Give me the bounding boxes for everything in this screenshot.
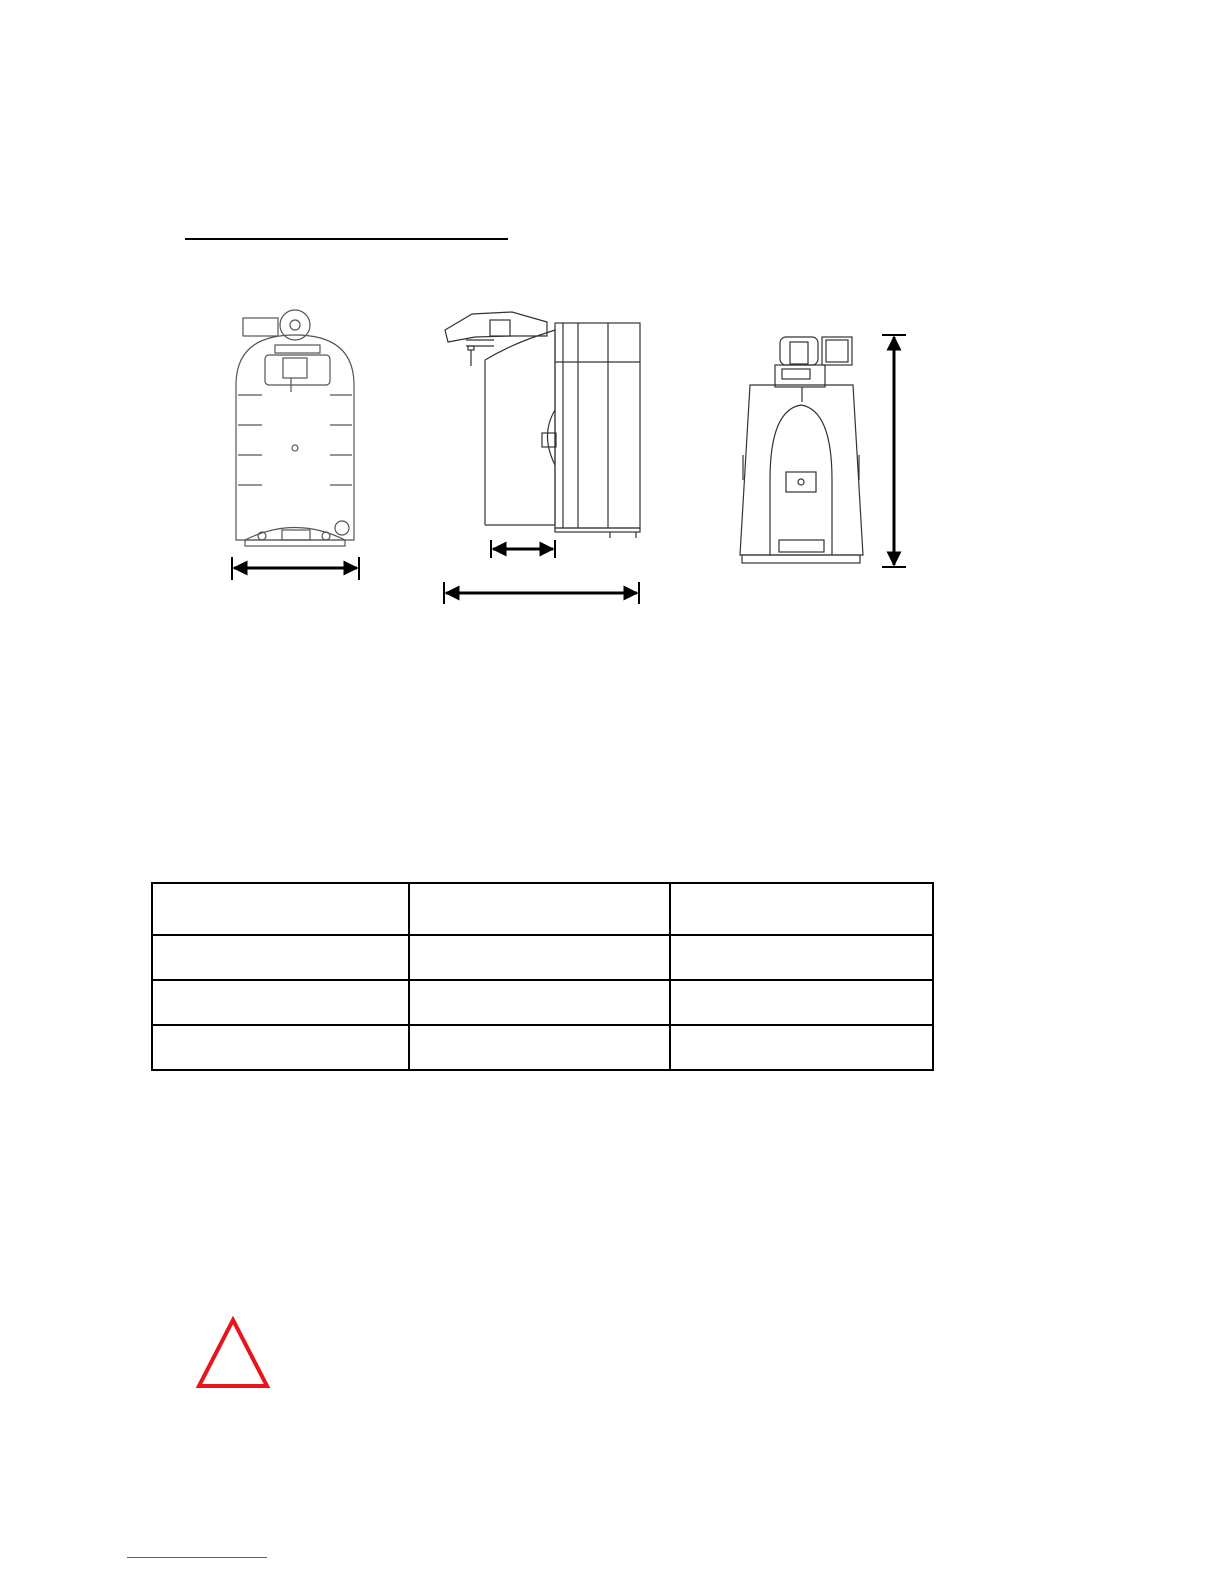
table-cell — [670, 935, 933, 980]
table-cell — [670, 1025, 933, 1070]
header-cell — [670, 883, 933, 935]
header-cell — [409, 883, 670, 935]
dimensions-table — [151, 882, 934, 1071]
table-cell — [152, 980, 409, 1025]
table-cell — [409, 980, 670, 1025]
front-view-drawing — [740, 337, 863, 563]
table-row — [152, 1025, 933, 1070]
warning-triangle-icon — [199, 1320, 267, 1386]
side-view-drawing — [445, 312, 640, 538]
table-row — [152, 980, 933, 1025]
table-row — [152, 935, 933, 980]
table-cell — [409, 935, 670, 980]
footnote-link-underline[interactable] — [127, 1557, 267, 1558]
table-header-row — [152, 883, 933, 935]
table-cell — [670, 980, 933, 1025]
table-cell — [409, 1025, 670, 1070]
header-cell — [152, 883, 409, 935]
rear-view-drawing — [236, 310, 354, 546]
dimension-arrows — [232, 335, 906, 604]
table-cell — [152, 1025, 409, 1070]
table-cell — [152, 935, 409, 980]
